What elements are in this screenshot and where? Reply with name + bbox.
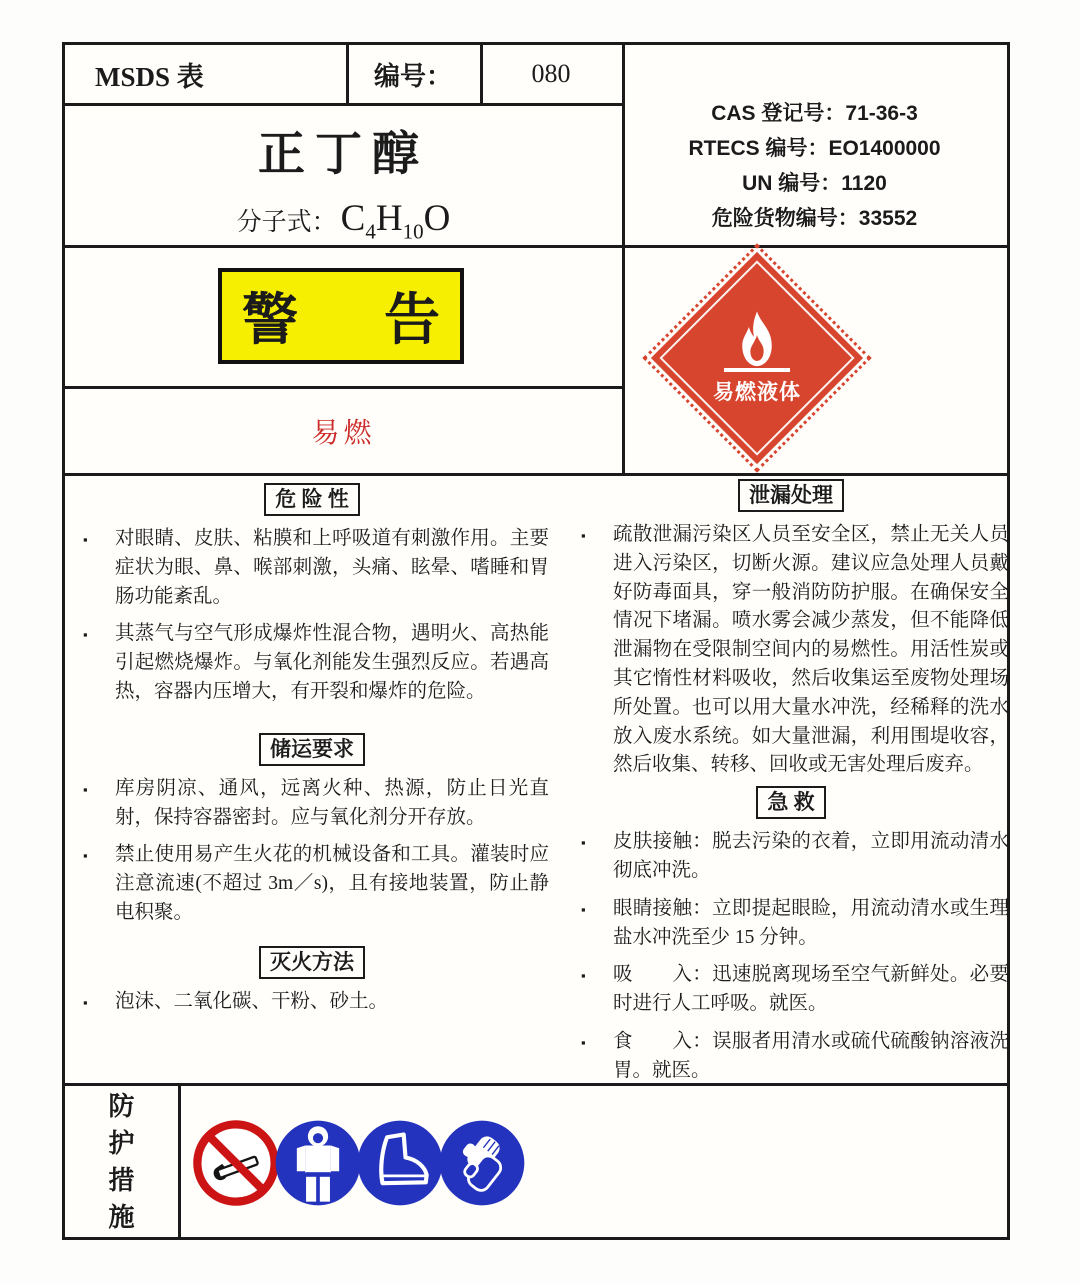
no-smoking-icon: [190, 1117, 282, 1209]
first-aid-bullet: 皮肤接触：脱去污染的衣着，立即用流动清水彻底冲洗。: [613, 831, 1009, 881]
bullet-icon: ▪: [581, 1034, 586, 1050]
storage-bullet: 禁止使用易产生火花的机械设备和工具。灌装时应注意流速(不超过 3m／s)，且有接地装置，防止静电积聚。: [115, 844, 549, 923]
flammable-liquid-diamond: [651, 252, 863, 464]
protection-char: 防: [108, 1091, 135, 1121]
bullet-icon: ▪: [83, 532, 88, 547]
first-aid-bullet: 吸 入：迅速脱离现场至空气新鲜处。必要时进行人工呼吸。就医。: [613, 964, 1009, 1015]
protection-char: 措: [108, 1165, 135, 1195]
bullet-icon: ▪: [83, 848, 88, 864]
first-aid-bullet: 食 入：误服者用清水或硫代硫酸钠溶液洗胃。就医。: [613, 1030, 1009, 1081]
section-title-first-aid: 急 救: [756, 786, 825, 819]
msds-table: [62, 42, 1010, 1240]
list-item: [75, 775, 549, 833]
bullet-icon: ▪: [581, 901, 586, 917]
divider: [65, 245, 1007, 248]
number-label: 编号：: [373, 61, 452, 91]
number-value: 080: [531, 59, 571, 88]
hazard-bullet: 对眼睛、皮肤、粘膜和上呼吸道有刺激作用。主要症状为眼、鼻、喉部刺激，头痛、眩晕、嗜睡和胃肠功能紊乱。: [115, 528, 549, 607]
diamond-bar: [724, 368, 790, 372]
list-item: [573, 961, 1009, 1019]
hazard-bullet: 其蒸气与空气形成爆炸性混合物，遇明火、高热能引起燃烧爆炸。与氧化剂能发生强烈反应。若遇高热，容器内压增大，有开裂和爆炸的危险。: [115, 623, 549, 702]
left-column: [75, 483, 549, 1017]
section-title-storage: 储运要求: [259, 733, 365, 766]
warning-signal-box: [218, 268, 464, 364]
list-item: [573, 1028, 1009, 1086]
diamond-label: 易燃液体: [713, 380, 801, 404]
chemical-name: 正丁醇: [258, 129, 429, 181]
list-item: [75, 620, 549, 706]
right-column: [573, 479, 1009, 1086]
protection-measures-label: [65, 1086, 178, 1237]
divider: [178, 1083, 181, 1237]
bullet-icon: ▪: [581, 968, 586, 984]
protective-suit-icon: [272, 1117, 364, 1209]
flame-icon: [720, 310, 794, 372]
list-item: [75, 988, 549, 1017]
section-title-hazard: 危 险 性: [264, 483, 360, 516]
formula-value: $C_4H_{10}O$: [340, 198, 451, 244]
first-aid-bullet: 眼睛接触：立即提起眼睑，用流动清水或生理盐水冲洗至少 15 分钟。: [613, 897, 1009, 948]
rtecs-number: RTECS 编号：EO1400000: [688, 136, 941, 160]
section-title-fire: 灭火方法: [259, 946, 365, 979]
divider: [65, 473, 1007, 476]
dangerous-goods-number: 危险货物编号：33552: [711, 206, 918, 230]
list-item: [75, 841, 549, 927]
cas-number: CAS 登记号：71-36-3: [711, 101, 918, 125]
bullet-icon: ▪: [83, 627, 88, 643]
divider: [65, 103, 622, 106]
storage-bullet: 库房阴凉、通风，远离火种、热源，防止日光直射，保持容器密封。应与氧化剂分开存放。: [115, 777, 549, 828]
safety-boots-icon: [354, 1117, 446, 1209]
list-item: [75, 525, 549, 611]
un-number: UN 编号：1120: [742, 171, 887, 195]
fire-bullet: 泡沫、二氧化碳、干粉、砂土。: [115, 990, 389, 1012]
list-item: [573, 895, 1009, 953]
bullet-icon: ▪: [581, 835, 586, 851]
flammable-label: 易燃: [311, 418, 376, 449]
bullet-icon: ▪: [83, 781, 88, 797]
protective-gloves-icon: [436, 1117, 528, 1209]
protection-char: 施: [108, 1202, 135, 1232]
formula-label: 分子式：: [236, 209, 337, 236]
warning-char: 警: [242, 290, 298, 352]
protection-char: 护: [108, 1128, 135, 1158]
list-item: [573, 828, 1009, 886]
msds-label: MSDS 表: [95, 61, 204, 92]
molecular-formula: [65, 197, 622, 244]
protection-icons-row: [190, 1117, 518, 1209]
bullet-icon: ▪: [581, 528, 586, 543]
bullet-icon: ▪: [83, 994, 88, 1010]
warning-char: 告: [384, 290, 440, 352]
diamond-content: [682, 283, 832, 433]
section-title-leak: 泄漏处理: [738, 479, 844, 512]
registry-block: [622, 45, 1007, 245]
leak-bullet: 疏散泄漏污染区人员至安全区，禁止无关人员进入污染区，切断火源。建议应急处理人员戴好防毒面具，穿一般消防防护服。在确保安全情况下堵漏。喷水雾会减少蒸发，但不能降低泄漏物在受限制空间内的易燃性。用活性炭或其它惰性材料吸收，然后收集运至废物处理场所处置。也可以用大量水冲洗，经稀释的洗水放入废水系统。如大量泄漏，利用围堤收容，然后收集、转移、回收或无害处理后废弃。: [613, 524, 1009, 776]
divider: [65, 386, 622, 389]
list-item: [573, 521, 1009, 780]
